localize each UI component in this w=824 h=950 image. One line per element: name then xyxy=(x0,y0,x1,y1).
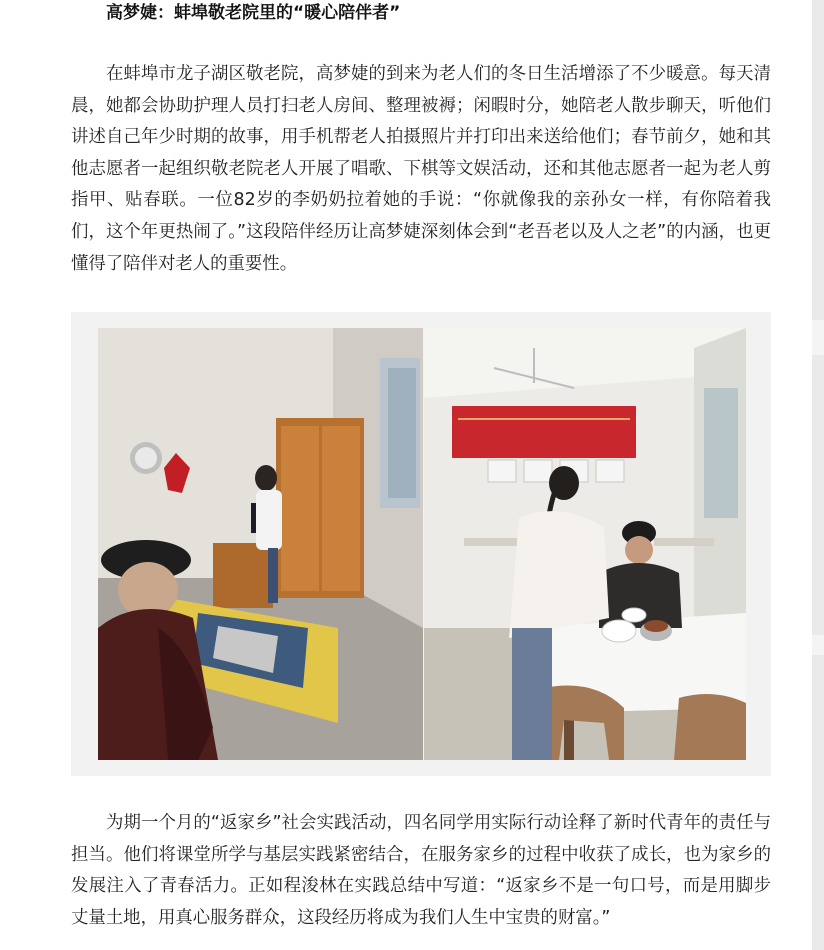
photo-collage xyxy=(71,312,771,776)
paragraph-summary: 为期一个月的“返家乡”社会实践活动，四名同学用实际行动诠释了新时代青年的责任与担当。他们将课堂所学与基层实践紧密结合，在服务家乡的过程中收获了成长，也为家乡的发展注入了青春活力。正如程浚林在实践总结中写道：“返家乡不是一句口号，而是用脚步丈量土地，用真心服务群众，这段经历将成为我们人生中宝贵的财富。” xyxy=(71,813,771,928)
photo-dining-hall[interactable] xyxy=(424,328,746,760)
photo-elderly-room[interactable] xyxy=(98,328,423,760)
room-scene-illustration xyxy=(98,328,423,760)
scrollbar-segment xyxy=(812,355,824,635)
dining-scene-illustration xyxy=(424,328,746,760)
section-heading: 高梦婕：蚌埠敬老院里的“暖心陪伴者” xyxy=(106,3,401,23)
scrollbar-track[interactable] xyxy=(812,0,824,950)
paragraph-volunteer-story: 在蚌埠市龙子湖区敬老院，高梦婕的到来为老人们的冬日生活增添了不少暖意。每天清晨，她都会协助护理人员打扫老人房间、整理被褥；闲暇时分，她陪老人散步聊天，听他们讲述自己年少时期的故事，用手机帮老人拍摄照片并打印出来送给他们；春节前夕，她和其他志愿者一起组织敬老院老人开展了唱歌、下棋等文娱活动，还和其他志愿者一起为老人剪指甲、贴春联。一位82岁的李奶奶拉着她的手说：“你就像我的亲孙女一样，有你陪着我们，这个年更热闹了。”这段陪伴经历让高梦婕深刻体会到“老吾老以及人之老”的内涵，也更懂得了陪伴对老人的重要性。 xyxy=(71,64,771,274)
scrollbar-segment xyxy=(812,0,824,320)
scrollbar-segment xyxy=(812,655,824,950)
